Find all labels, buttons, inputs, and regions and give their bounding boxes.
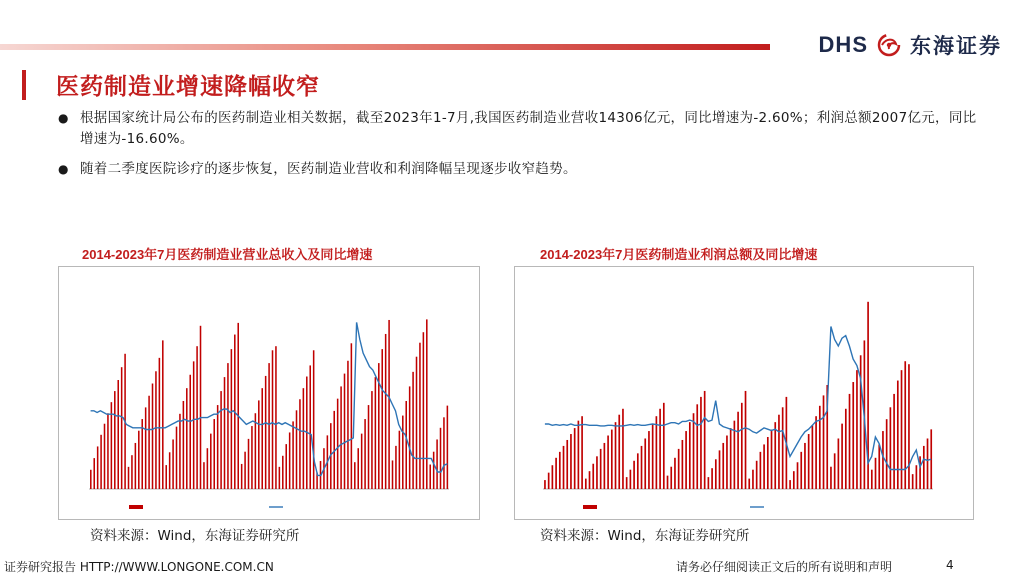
data-bar [351,343,353,489]
data-bar [265,376,267,489]
data-bar [244,452,246,489]
data-bar [121,367,123,489]
data-bar [901,370,903,489]
data-bar [570,434,572,489]
data-bar [871,470,873,489]
data-bar [600,449,602,489]
data-bar [200,326,202,489]
data-bar [890,407,892,489]
data-bar [563,446,565,489]
dragon-icon [874,30,904,60]
data-bar [155,371,157,489]
data-bar [800,452,802,489]
legend-bar-swatch [583,505,597,509]
data-bar [399,431,401,489]
data-bar [741,403,743,489]
data-bar [176,427,178,489]
title-accent-bar [22,70,26,100]
data-bar [637,453,639,489]
data-bar [696,404,698,489]
data-bar [611,430,613,489]
data-bar [117,380,119,489]
right-chart-title: 2014-2023年7月医药制造业利润总额及同比增速 [540,247,818,262]
profit-chart [515,267,973,519]
data-bar [361,434,363,489]
data-bar [581,416,583,489]
company-logo [819,30,1002,60]
data-bar [145,407,147,489]
data-bar [566,440,568,489]
data-bar [841,424,843,489]
data-bar [845,409,847,489]
data-bar [893,394,895,489]
data-bar [299,399,301,489]
data-bar [555,458,557,489]
data-bar [337,399,339,489]
data-bar [641,446,643,489]
data-bar [830,467,832,489]
data-bar [412,372,414,489]
data-bar [689,422,691,489]
data-bar [670,467,672,489]
data-bar [626,477,628,489]
data-bar [255,413,257,489]
data-bar [340,386,342,489]
data-bar [752,470,754,489]
data-bar [630,470,632,489]
data-bar [596,456,598,489]
data-bar [213,419,215,489]
data-bar [815,416,817,489]
data-bar [823,395,825,489]
data-bar [258,400,260,489]
data-bar [585,479,587,489]
data-bar [93,458,95,489]
data-bar [656,416,658,489]
data-bar [107,413,109,489]
legend-bar-swatch [129,505,143,509]
data-bar [388,320,390,489]
data-bar [409,386,411,489]
data-bar [622,409,624,489]
data-bar [700,397,702,489]
data-bar [559,452,561,489]
data-bar [838,438,840,489]
data-bar [385,334,387,489]
profit-chart-frame [514,266,974,520]
data-bar [589,471,591,489]
data-bar [886,419,888,489]
data-bar [719,450,721,489]
data-bar [756,461,758,489]
data-bar [916,465,918,489]
data-bar [552,465,554,489]
data-bar [548,473,550,489]
data-bar [908,364,910,489]
page-title: 医药制造业增速降幅收窄 [56,74,320,100]
data-bar [789,480,791,489]
header-accent-line [0,44,770,50]
data-bar [849,394,851,489]
data-bar [663,403,665,489]
bullet-item-2: ● 随着二季度医院诊疗的逐步恢复，医药制造业营收和利润降幅呈现逐步收窄趋势。 [58,159,978,180]
data-bar [711,468,713,489]
data-bar [544,480,546,489]
data-bar [169,452,171,489]
logo-latin-text: DHS [818,32,868,57]
data-bar [189,375,191,489]
data-bar [138,431,140,489]
data-bar [371,391,373,489]
data-bar [261,388,263,489]
data-bar [111,402,113,489]
data-bar [292,421,294,489]
data-bar [357,448,359,489]
data-bar [282,456,284,489]
data-bar [159,358,161,489]
data-bar [217,405,219,489]
data-bar [347,361,349,489]
data-bar [615,422,617,489]
data-bar [693,413,695,489]
data-bar [793,471,795,489]
data-bar [436,439,438,489]
data-bar [368,405,370,489]
data-bar [207,448,209,489]
footer-disclaimer: 请务必仔细阅读正文后的所有说明和声明 [676,560,893,574]
data-bar [923,446,925,489]
data-bar [162,340,164,489]
data-bar [708,477,710,489]
data-bar [237,323,239,489]
data-bar [659,409,661,489]
data-bar [604,443,606,489]
data-bar [426,319,428,489]
data-bar [745,391,747,489]
data-bar [97,446,99,489]
data-bar [131,455,133,489]
data-bar [685,431,687,489]
logo-chinese-text: 东海证券 [910,34,1002,58]
revenue-chart-frame [58,266,480,520]
data-bar [919,456,921,489]
revenue-chart [59,267,479,519]
data-bar [667,476,669,489]
data-bar [279,467,281,489]
data-bar [375,377,377,489]
data-bar [771,430,773,489]
data-bar [100,435,102,489]
data-bar [574,428,576,489]
data-bar [897,381,899,489]
data-bar [878,444,880,489]
data-bar [344,374,346,489]
data-bar [309,365,311,489]
data-bar [774,422,776,489]
data-bar [644,438,646,489]
data-bar [819,406,821,489]
data-bar [364,419,366,489]
data-bar [419,343,421,489]
data-bar [715,459,717,489]
data-bar [354,462,356,489]
data-bar [652,424,654,489]
data-bar [381,349,383,489]
data-bar [104,424,106,489]
data-bar [674,458,676,489]
data-bar [778,415,780,489]
data-bar [152,384,154,489]
data-bar [392,460,394,489]
data-bar [203,462,205,489]
data-bar [648,431,650,489]
data-bar [423,332,425,489]
data-bar [289,432,291,489]
data-bar [128,467,130,489]
data-bar [141,419,143,489]
data-bar [241,464,243,489]
data-bar [210,434,212,489]
data-bar [395,446,397,489]
data-bar [114,391,116,489]
data-bar [231,349,233,489]
data-bar [429,465,431,489]
data-bar [224,377,226,489]
data-bar [678,449,680,489]
right-chart-source: 资料来源：Wind，东海证券研究所 [540,528,750,544]
data-bar [748,479,750,489]
data-bar [172,439,174,489]
data-bar [760,452,762,489]
data-bar [882,431,884,489]
data-bar [927,438,929,489]
bullet-list [58,108,978,189]
data-bar [148,396,150,489]
data-bar [797,462,799,489]
data-bar [912,474,914,489]
data-bar [405,401,407,489]
page-number: 4 [946,558,954,572]
data-bar [726,436,728,489]
data-bar [433,452,435,489]
data-bar [443,417,445,489]
data-bar [578,421,580,489]
data-bar [285,444,287,489]
data-bar [875,458,877,489]
data-bar [447,406,449,489]
data-bar [416,357,418,489]
data-bar [682,440,684,489]
data-bar [763,444,765,489]
data-bar [193,361,195,489]
data-bar [313,350,315,489]
data-bar [834,453,836,489]
data-bar [227,363,229,489]
data-bar [730,428,732,489]
data-bar [179,414,181,489]
data-bar [165,465,167,489]
data-bar [272,350,274,489]
data-bar [607,436,609,489]
data-bar [440,428,442,489]
data-bar [90,470,92,489]
data-bar [852,382,854,489]
data-bar [402,416,404,489]
bullet-item-1: ● 根据国家统计局公布的医药制造业相关数据，截至2023年1-7月,我国医药制造业营收14306亿元，同比增速为-2.60%；利润总额2007亿元，同比增速为-16.60%。 [58,108,978,150]
data-bar [808,434,810,489]
left-chart-source: 资料来源：Wind，东海证券研究所 [90,528,300,544]
footer-website: 证券研究报告 HTTP://WWW.LONGONE.COM.CN [4,560,274,574]
data-bar [248,439,250,489]
data-bar [737,412,739,489]
data-bar [633,461,635,489]
data-bar [812,425,814,489]
data-bar [782,407,784,489]
data-bar [296,410,298,489]
data-bar [186,388,188,489]
data-bar [722,443,724,489]
data-bar [856,370,858,489]
data-bar [196,346,198,489]
data-bar [804,443,806,489]
data-bar [767,437,769,489]
data-bar [592,464,594,489]
data-bar [268,363,270,489]
data-bar [183,401,185,489]
data-bar [704,391,706,489]
data-bar [303,388,305,489]
data-bar [251,426,253,489]
left-chart-title: 2014-2023年7月医药制造业营业总收入及同比增速 [82,247,373,262]
data-bar [220,391,222,489]
data-bar [275,346,277,489]
data-bar [135,443,137,489]
